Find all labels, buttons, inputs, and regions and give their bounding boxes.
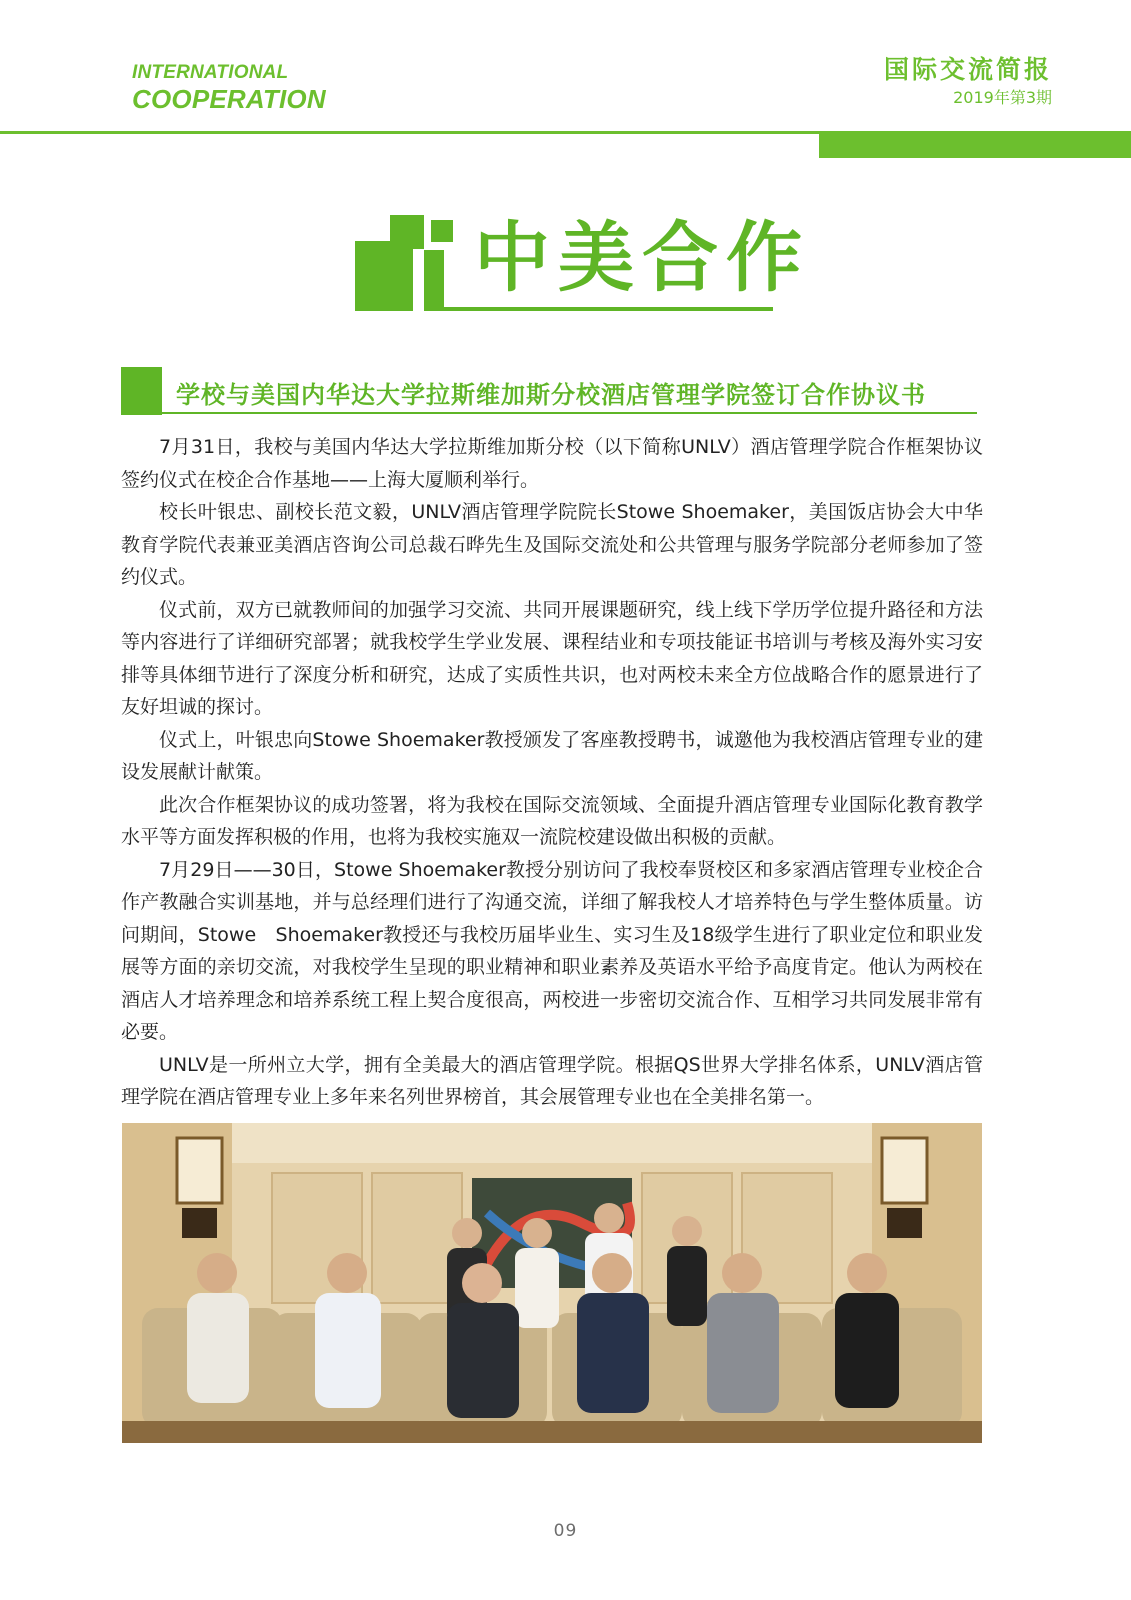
group-photo — [122, 1123, 982, 1443]
article-body — [121, 431, 983, 1114]
article-paragraph: 仪式上，叶银忠向Stowe Shoemaker教授颁发了客座教授聘书，诚邀他为我校酒店管理专业的建设发展献计献策。 — [121, 728, 983, 783]
page-number: 09 — [553, 1521, 578, 1541]
magazine-title: 国际交流简报 — [883, 55, 1052, 84]
article-headline: 学校与美国内华达大学拉斯维加斯分校酒店管理学院签订合作协议书 — [176, 381, 926, 409]
group-photo-illustration — [122, 1123, 982, 1443]
headline-underline — [121, 412, 977, 414]
section-underline — [424, 307, 773, 311]
section-title: 中美合作 — [474, 213, 810, 302]
article-paragraph: UNLV是一所州立大学，拥有全美最大的酒店管理学院。根据QS世界大学排名体系，UNLV酒店管理学院在酒店管理专业上多年来名列世界榜首，其会展管理专业也在全美排名第一。 — [121, 1053, 983, 1108]
article-paragraph: 仪式前，双方已就教师间的加强学习交流、共同开展课题研究，线上线下学历学位提升路径和方法等内容进行了详细研究部署；就我校学生学业发展、课程结业和专项技能证书培训与考核及海外实习安排等具体细节进行了深度分析和研究，达成了实质性共识，也对两校未来全方位战略合作的愿景进行了友好坦诚的探讨。 — [121, 598, 983, 718]
article-paragraph: 7月31日，我校与美国内华达大学拉斯维加斯分校（以下简称UNLV）酒店管理学院合作框架协议签约仪式在校企合作基地——上海大厦顺利举行。 — [121, 436, 983, 491]
article-paragraph: 7月29日——30日，Stowe Shoemaker教授分别访问了我校奉贤校区和多家酒店管理专业校企合作产教融合实训基地，并与总经理们进行了沟通交流，详细了解我校人才培养特色与学生整体质量。访问期间，Stowe Shoemaker教授还与我校历届毕业生、实习生及18级学生进行了职业定位和职业发展等方面的亲切交流，对我校学生呈现的职业精神和职业素养及英语水平给予高度肯定。他认为两校在酒店人才培养理念和培养系统工程上契合度很高，两校进一步密切交流合作、互相学习共同发展非常有必要。 — [121, 858, 983, 1043]
issue-label: 2019年第3期 — [953, 88, 1052, 107]
header-rule-block — [819, 131, 1131, 158]
brand-line-2: COOPERATION — [132, 84, 326, 114]
headline-marker — [121, 367, 162, 415]
brand-line-1: INTERNATIONAL — [132, 62, 289, 83]
article-paragraph: 校长叶银忠、副校长范文毅，UNLV酒店管理学院院长Stowe Shoemaker，美国饭店协会大中华教育学院代表兼亚美酒店咨询公司总裁石晔先生及国际交流处和公共管理与服务学院部分老师参加了签约仪式。 — [121, 501, 983, 588]
article-paragraph: 此次合作框架协议的成功签署，将为我校在国际交流领域、全面提升酒店管理专业国际化教育教学水平等方面发挥积极的作用，也将为我校实施双一流院校建设做出积极的贡献。 — [121, 793, 983, 848]
